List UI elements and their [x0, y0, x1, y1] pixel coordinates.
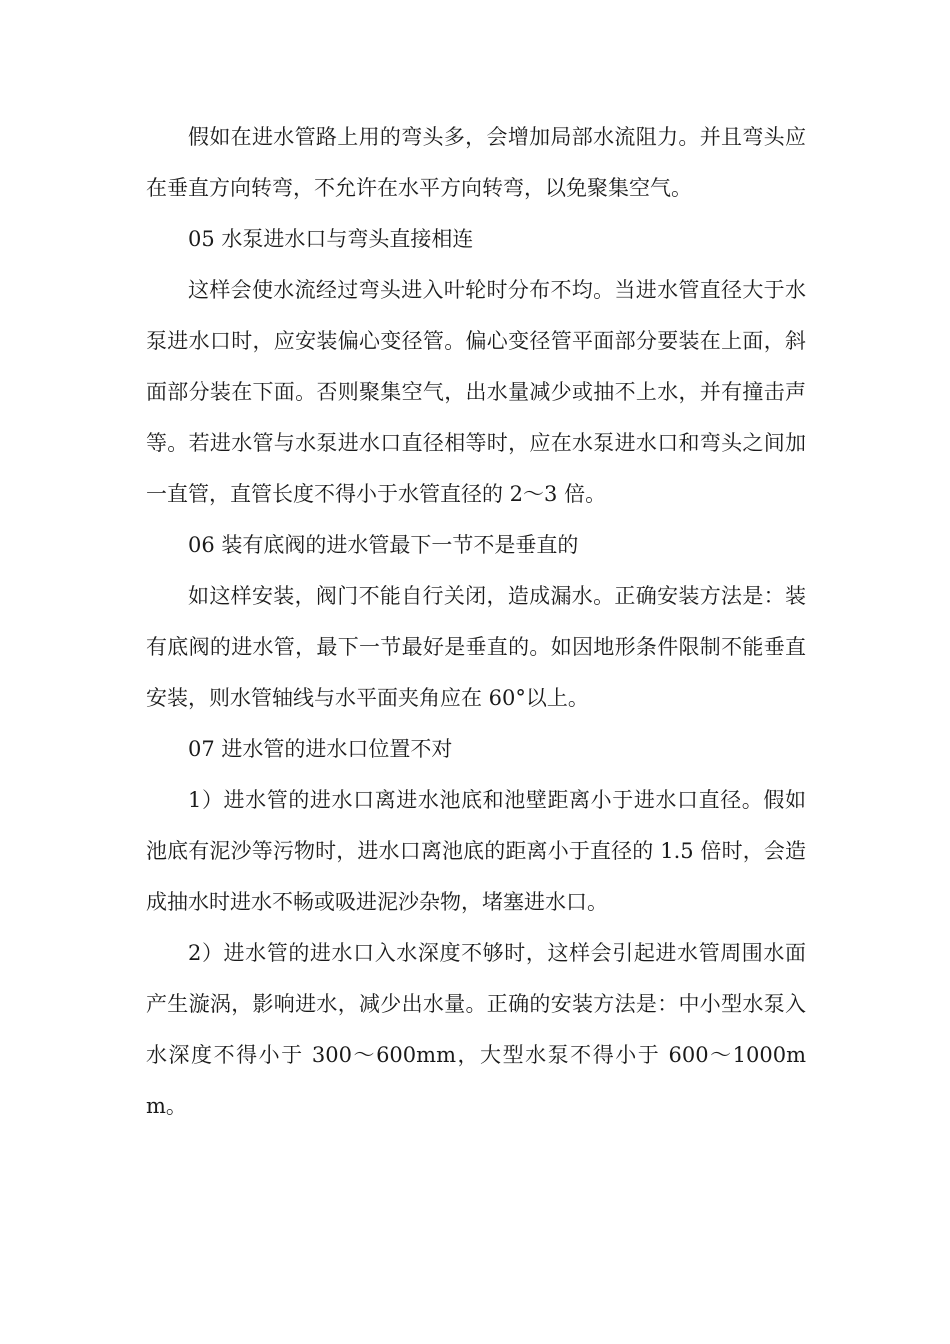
section-heading-07: 07 进水管的进水口位置不对 [188, 737, 453, 761]
paragraph-inlet-distance: 1）进水管的进水口离进水池底和池壁距离小于进水口直径。假如池底有泥沙等污物时，进水口离池底的距离小于直径的 1.5 倍时，会造成抽水时进水不畅或吸进泥沙杂物，堵塞进水口。 [146, 788, 806, 914]
paragraph-elbow-resistance: 假如在进水管路上用的弯头多，会增加局部水流阻力。并且弯头应在垂直方向转弯，不允许在水平方向转弯，以免聚集空气。 [146, 125, 806, 200]
section-heading-05: 05 水泵进水口与弯头直接相连 [188, 227, 474, 251]
paragraph-bottom-valve: 如这样安装，阀门不能自行关闭，造成漏水。正确安装方法是：装有底阀的进水管，最下一节最好是垂直的。如因地形条件限制不能垂直安装，则水管轴线与水平面夹角应在 60°以上。 [146, 584, 806, 710]
document-body [146, 112, 806, 1132]
paragraph-inlet-elbow: 这样会使水流经过弯头进入叶轮时分布不均。当进水管直径大于水泵进水口时，应安装偏心变径管。偏心变径管平面部分要装在上面，斜面部分装在下面。否则聚集空气，出水量减少或抽不上水，并有撞击声等。若进水管与水泵进水口直径相等时，应在水泵进水口和弯头之间加一直管，直管长度不得小于水管直径的 2～3 倍。 [146, 278, 806, 506]
section-heading-06: 06 装有底阀的进水管最下一节不是垂直的 [188, 533, 579, 557]
paragraph-inlet-depth: 2）进水管的进水口入水深度不够时，这样会引起进水管周围水面产生漩涡，影响进水，减少出水量。正确的安装方法是：中小型水泵入水深度不得小于 300～600mm，大型水泵不得小于 600～1000mm。 [146, 941, 806, 1118]
